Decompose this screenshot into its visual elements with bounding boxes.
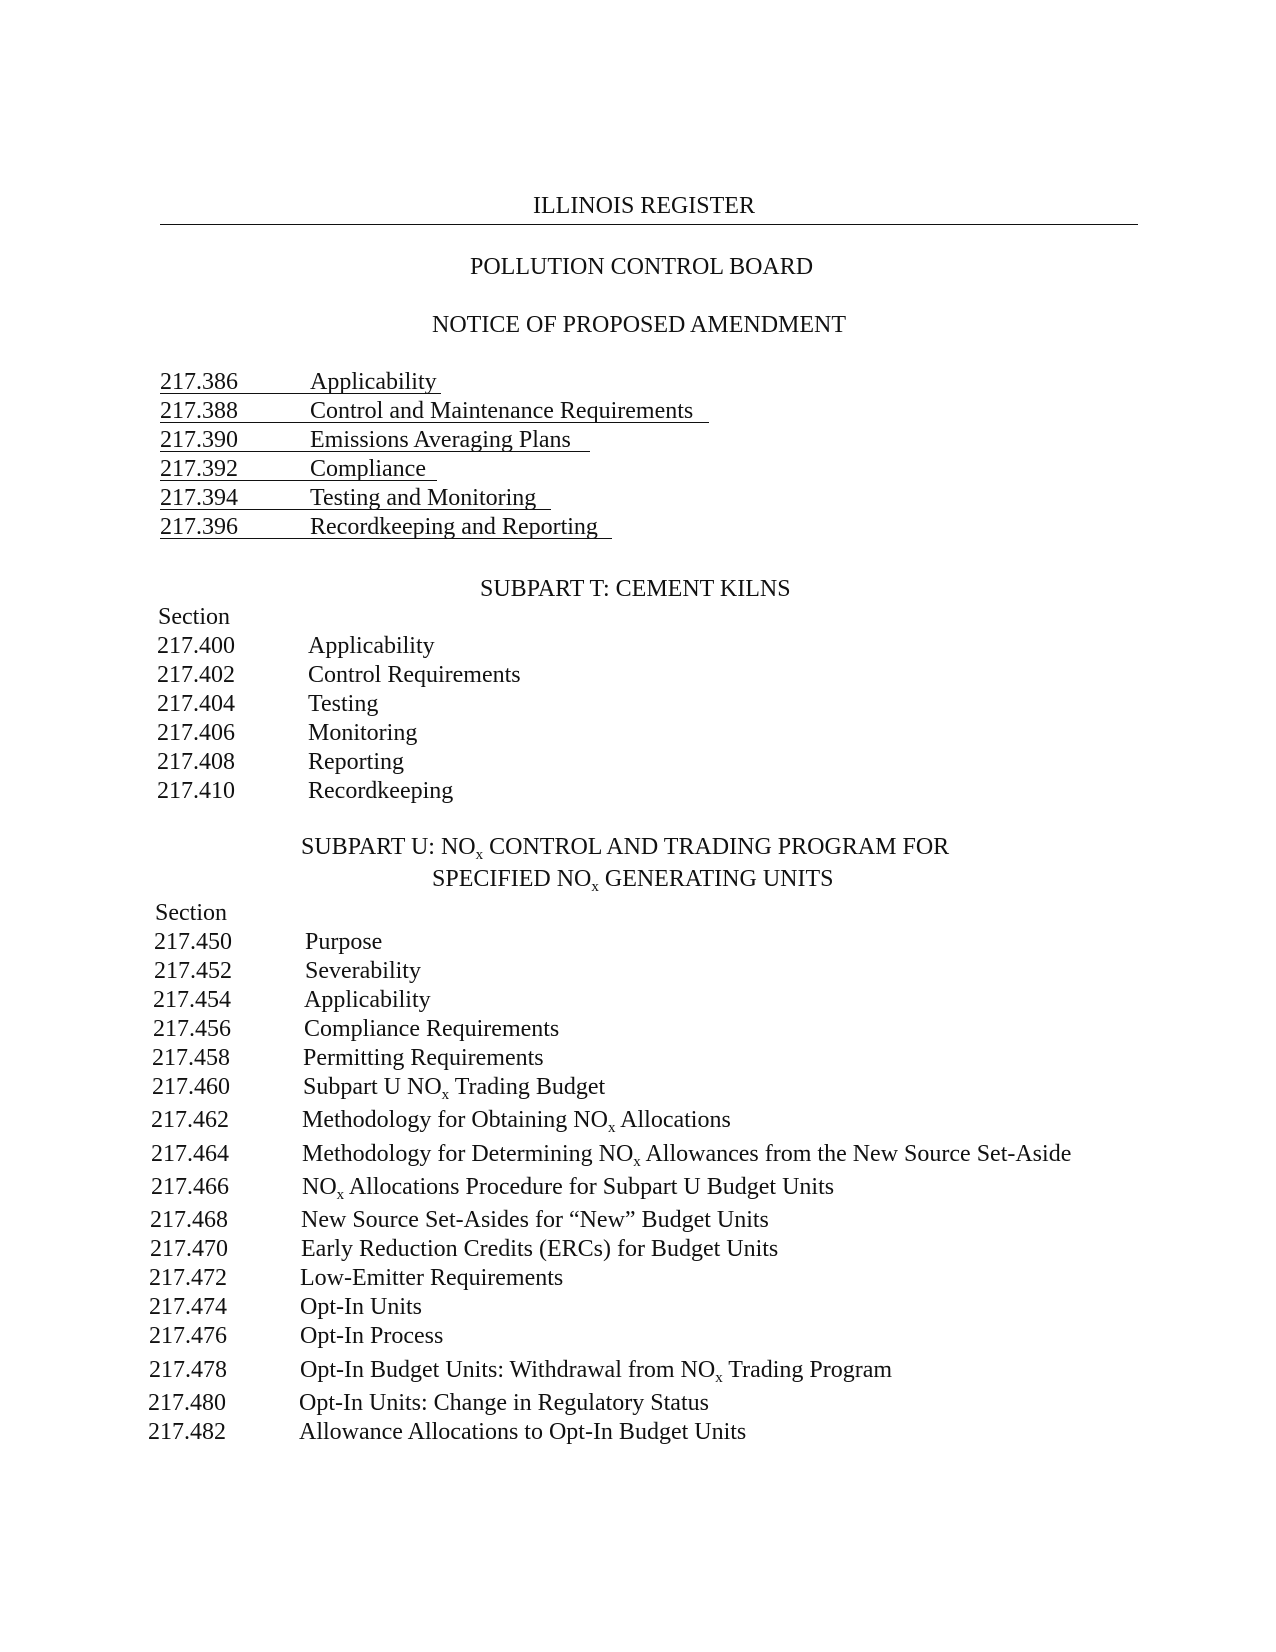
section-row (150, 1235, 1130, 1263)
section-title: Recordkeeping and Reporting (310, 514, 598, 540)
section-number: 217.450 (154, 929, 232, 955)
section-row (157, 690, 657, 718)
section-title: Low-Emitter Requirements (300, 1265, 564, 1291)
section-row (148, 1418, 1128, 1446)
underline (160, 480, 437, 481)
underline (160, 422, 709, 423)
subpart-t-heading: SUBPART T: CEMENT KILNS (480, 576, 791, 602)
section-title: Compliance (310, 456, 426, 482)
section-number: 217.456 (153, 1016, 231, 1042)
section-number: 217.482 (148, 1419, 226, 1445)
section-row (157, 777, 657, 805)
section-number: 217.392 (160, 456, 238, 482)
section-title: Purpose (305, 929, 383, 955)
section-title: Opt-In Units (300, 1294, 422, 1320)
section-row (157, 632, 657, 660)
section-title: Emissions Averaging Plans (310, 427, 571, 453)
section-number: 217.452 (154, 958, 232, 984)
section-row (152, 1073, 1132, 1101)
section-row (154, 957, 1134, 985)
section-number: 217.404 (157, 691, 235, 717)
section-number: 217.478 (149, 1357, 227, 1383)
section-title: Control and Maintenance Requirements (310, 398, 694, 424)
underline (160, 393, 441, 394)
section-row (151, 1140, 1131, 1168)
underline (160, 509, 551, 510)
section-title: Allowance Allocations to Opt-In Budget Units (299, 1419, 747, 1445)
section-number: 217.458 (152, 1045, 230, 1071)
section-number: 217.402 (157, 662, 235, 688)
amended-section-row (160, 484, 720, 512)
section-row (148, 1389, 1128, 1417)
section-title: New Source Set-Asides for “New” Budget Units (301, 1207, 769, 1233)
amended-section-row (160, 368, 720, 396)
section-title: Methodology for Obtaining $NO_x$ Allocations (302, 1107, 731, 1136)
section-label: Section (155, 900, 227, 926)
notice-title: NOTICE OF PROPOSED AMENDMENT (432, 312, 847, 338)
section-number: 217.406 (157, 720, 235, 746)
section-number: 217.476 (149, 1323, 227, 1349)
section-row (157, 748, 657, 776)
section-title: Opt-In Process (300, 1323, 444, 1349)
section-row (149, 1322, 1129, 1350)
section-number: 217.400 (157, 633, 235, 659)
section-row (153, 1015, 1133, 1043)
section-number: 217.480 (148, 1390, 226, 1416)
section-row (149, 1293, 1129, 1321)
section-title: Monitoring (308, 720, 418, 746)
section-label: Section (158, 604, 230, 630)
section-row (157, 719, 657, 747)
amended-section-row (160, 426, 720, 454)
section-number: 217.408 (157, 749, 235, 775)
section-title: Severability (305, 958, 421, 984)
section-number: 217.468 (150, 1207, 228, 1233)
section-number: 217.388 (160, 398, 238, 424)
section-title: Testing and Monitoring (310, 485, 537, 511)
section-number: 217.394 (160, 485, 238, 511)
section-number: 217.470 (150, 1236, 228, 1262)
section-title: Applicability (304, 987, 431, 1013)
register-title: ILLINOIS REGISTER (533, 193, 755, 219)
section-title: Control Requirements (308, 662, 521, 688)
section-row (153, 986, 1133, 1014)
section-number: 217.386 (160, 369, 238, 395)
section-row (151, 1173, 1131, 1201)
section-title: Applicability (310, 369, 437, 395)
header-rule (160, 224, 1138, 225)
section-number: 217.410 (157, 778, 235, 804)
section-title: Recordkeeping (308, 778, 454, 804)
section-number: 217.396 (160, 514, 238, 540)
section-row (154, 928, 1134, 956)
section-row (151, 1106, 1131, 1134)
section-title: Permitting Requirements (303, 1045, 544, 1071)
section-title: Subpart U $NO_x$ Trading Budget (303, 1074, 606, 1103)
section-title: Early Reduction Credits (ERCs) for Budget Units (301, 1236, 779, 1262)
section-title: Reporting (308, 749, 404, 775)
section-title: Opt-In Budget Units: Withdrawal from $NO_x$ Trading Program (300, 1357, 893, 1386)
section-row (152, 1044, 1132, 1072)
section-row (150, 1206, 1130, 1234)
underline (160, 451, 590, 452)
amended-section-row (160, 513, 720, 541)
amended-section-row (160, 455, 720, 483)
section-title: Applicability (308, 633, 435, 659)
agency-name: POLLUTION CONTROL BOARD (470, 254, 814, 280)
section-number: 217.390 (160, 427, 238, 453)
section-title: Opt-In Units: Change in Regulatory Status (299, 1390, 709, 1416)
section-title: $NO_x$ Allocations Procedure for Subpart U Budget Units (302, 1174, 835, 1203)
section-number: 217.454 (153, 987, 231, 1013)
section-number: 217.474 (149, 1294, 227, 1320)
section-title: Compliance Requirements (304, 1016, 560, 1042)
amended-section-row (160, 397, 720, 425)
section-row (149, 1356, 1129, 1384)
underline (160, 538, 612, 539)
section-title: Methodology for Determining $NO_x$ Allowances from the New Source Set-Aside (302, 1141, 1072, 1170)
section-title: Testing (308, 691, 379, 717)
section-number: 217.464 (151, 1141, 229, 1167)
subpart-u-heading-line2: SPECIFIED $NO_x$ GENERATING UNITS (432, 866, 834, 895)
section-number: 217.460 (152, 1074, 230, 1100)
section-number: 217.466 (151, 1174, 229, 1200)
subpart-u-heading-line1: SUBPART U: $NO_x$ CONTROL AND TRADING PROGRAM FOR (301, 834, 950, 863)
section-number: 217.462 (151, 1107, 229, 1133)
section-row (149, 1264, 1129, 1292)
section-row (157, 661, 657, 689)
section-number: 217.472 (149, 1265, 227, 1291)
